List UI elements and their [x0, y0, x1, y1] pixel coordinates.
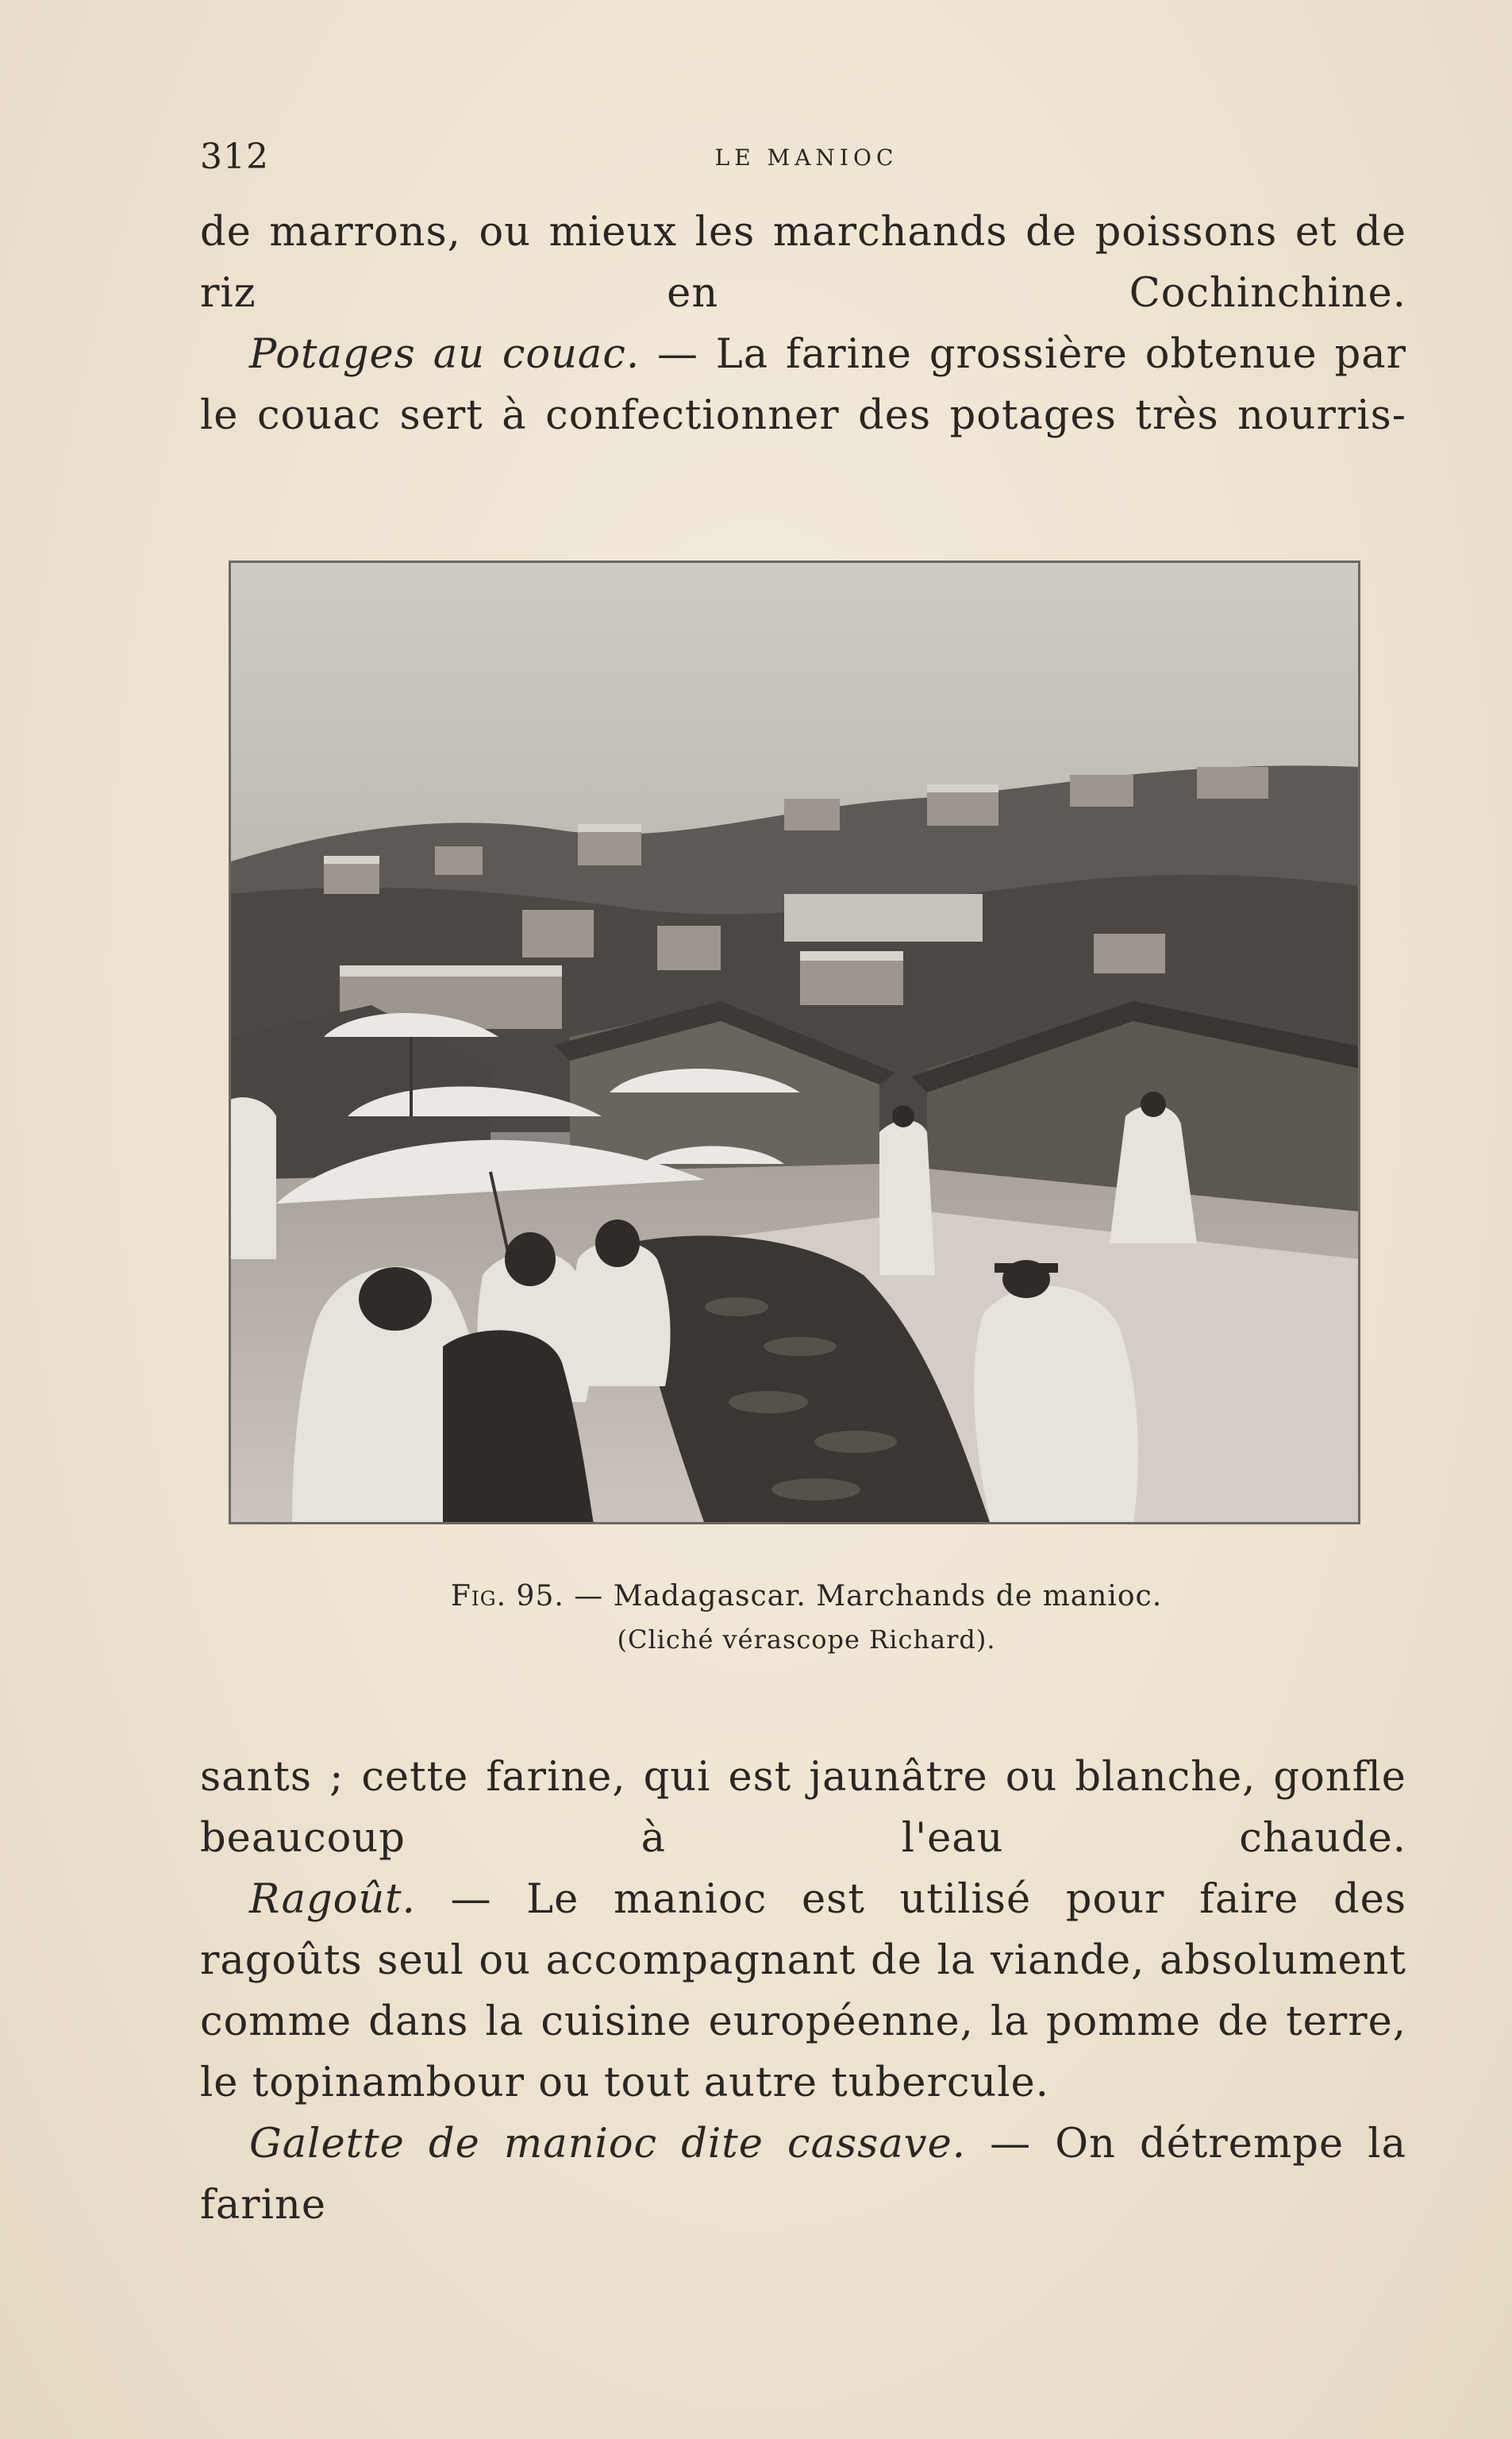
figure-credit: (Cliché vérascope Richard). — [617, 1624, 996, 1655]
paragraph-lead: Potages au couac. — [249, 331, 641, 378]
caption-text: — Madagascar. Marchands de manioc. — [564, 1580, 1163, 1613]
paragraph-text: — Le manioc est utilisé pour faire des ragoûts seul ou accompagnant de la viande, absolument comme dans la cuisine européenne, la pomme de terre, le topinambour ou tout autre tubercule. — [200, 1876, 1406, 2106]
paragraph-text: — On détrempe la farine — [200, 2121, 1406, 2229]
running-head — [200, 137, 1413, 184]
paragraph-text: — La farine grossière obtenue par le couac sert à confectionner des potages très nourris- — [200, 331, 1406, 439]
caption-label: Fig. 95. — [450, 1580, 564, 1613]
paragraph-lead: Ragoût. — [249, 1876, 416, 1923]
paragraph-lead: Galette de manioc dite cassave. — [249, 2121, 966, 2167]
figure-photo — [229, 561, 1360, 1524]
paragraph — [200, 2113, 1406, 2236]
text-block-top — [200, 202, 1406, 446]
text-block-bottom — [200, 1747, 1406, 2236]
paragraph — [200, 1869, 1406, 2113]
paragraph — [200, 324, 1406, 446]
paragraph — [200, 202, 1406, 324]
paragraph-text: de marrons, ou mieux les marchands de poissons et de riz en Cochinchine. — [200, 209, 1406, 317]
paragraph-text: sants ; cette farine, qui est jaunâtre ou blanche, gonfle beaucoup à l'eau chaude. — [200, 1754, 1406, 1862]
paragraph — [200, 1747, 1406, 1869]
running-title: LE MANIOC — [714, 144, 898, 171]
figure-caption — [200, 1580, 1413, 1613]
page-number: 312 — [200, 137, 269, 177]
market-photo-illustration — [229, 561, 1360, 1524]
